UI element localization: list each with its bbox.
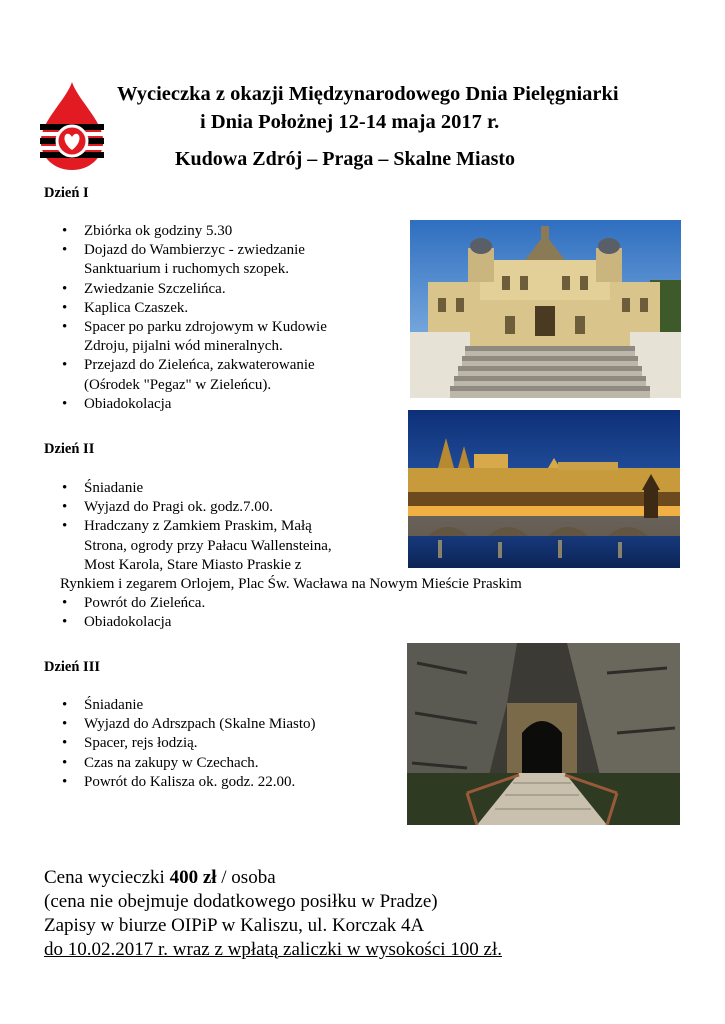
list-item: • Kaplica Czaszek. [60, 299, 327, 318]
list-item: • Śniadanie [60, 696, 316, 715]
list-item: • Obiadokolacja [60, 395, 327, 414]
list-item: • Spacer po parku zdrojowym w Kudowie Zdroju, pijalni wód mineralnych. [60, 318, 327, 356]
day-3-heading: Dzień III [44, 659, 100, 675]
day-1-heading: Dzień I [44, 185, 89, 201]
list-item: • Śniadanie [60, 479, 522, 498]
deadline-info: do 10.02.2017 r. wraz z wpłatą zaliczki w wysokości 100 zł. [44, 939, 502, 960]
price-info [44, 866, 502, 962]
day-2-heading: Dzień II [44, 441, 95, 457]
price-amount: 400 zł [169, 867, 217, 888]
list-item: • Przejazd do Zieleńca, zakwaterowanie (Ośrodek "Pegaz" w Zieleńcu). [60, 356, 327, 394]
logo [37, 80, 107, 172]
list-item: • Powrót do Kalisza ok. godz. 22.00. [60, 773, 316, 792]
subtitle: Kudowa Zdrój – Praga – Skalne Miasto [175, 148, 516, 170]
title-line-1: Wycieczka z okazji Międzynarodowego Dnia Pielęgniarki [117, 83, 619, 105]
list-item: • Wyjazd do Adrszpach (Skalne Miasto) [60, 715, 316, 734]
title-line-2: i Dnia Położnej 12-14 maja 2017 r. [200, 111, 500, 133]
signup-info: Zapisy w biurze OIPiP w Kaliszu, ul. Korczak 4A [44, 915, 425, 936]
list-item: • Wyjazd do Pragi ok. godz.7.00. [60, 498, 522, 517]
list-item: • Zwiedzanie Szczelińca. [60, 280, 327, 299]
photo-prague [408, 410, 680, 568]
list-item: • Czas na zakupy w Czechach. [60, 754, 316, 773]
list-item: • Obiadokolacja [60, 613, 522, 632]
list-item: • Dojazd do Wambierzyc - zwiedzanie Sanktuarium i ruchomych szopek. [60, 241, 327, 279]
photo-adrspach [407, 643, 680, 825]
list-item: • Spacer, rejs łodzią. [60, 734, 316, 753]
price-line: Cena wycieczki 400 zł / osoba [44, 867, 276, 888]
list-item: • Hradczany z Zamkiem Praskim, Małą Strona, ogrody przy Pałacu Wallensteina, Most Karola, Stare Miasto Praskie z Rynkiem i zegarem Orlojem, Plac Św. Wacława na Nowym Mieście Praskim [60, 517, 522, 594]
photo-wambierzyce [410, 220, 681, 398]
day-3-list [60, 696, 316, 792]
list-item: • Powrót do Zieleńca. [60, 594, 522, 613]
list-item: • Zbiórka ok godziny 5.30 [60, 222, 327, 241]
price-note: (cena nie obejmuje dodatkowego posiłku w Pradze) [44, 891, 438, 912]
day-1-list [60, 222, 327, 414]
